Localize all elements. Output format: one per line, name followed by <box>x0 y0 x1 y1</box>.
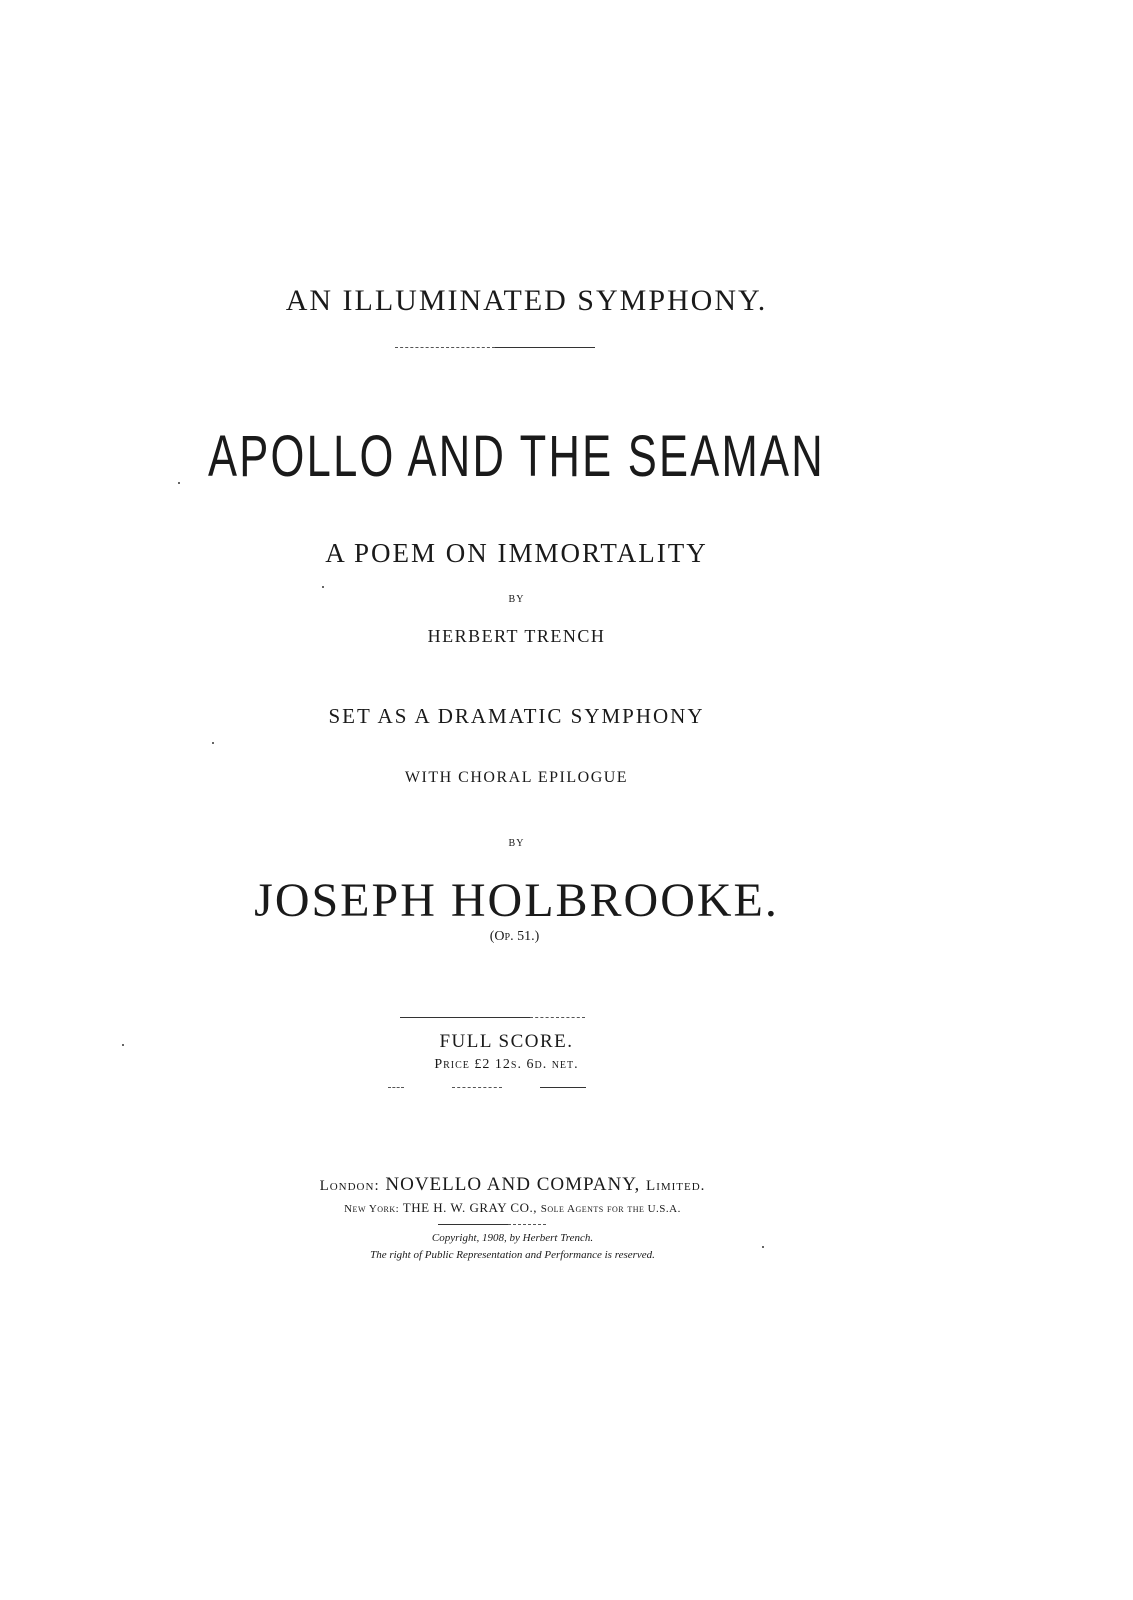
scan-speck <box>322 586 324 588</box>
by-label-composer: BY <box>508 838 525 849</box>
newyork-publisher: THE H. W. GRAY CO., <box>402 1200 537 1215</box>
subtitle: A POEM ON IMMORTALITY <box>325 538 708 568</box>
copyright-line: Copyright, 1908, by Herbert Trench. <box>431 1232 594 1244</box>
scan-speck <box>762 1246 764 1248</box>
price-rule-1 <box>388 1087 404 1088</box>
edition-label: FULL SCORE. <box>439 1031 574 1052</box>
publisher-newyork <box>0 1200 1079 1216</box>
publisher-rule <box>438 1224 508 1225</box>
scan-speck <box>122 1044 124 1046</box>
rights-line: The right of Public Representation and Performance is reserved. <box>370 1249 655 1261</box>
setting-line-1: SET AS A DRAMATIC SYMPHONY <box>328 704 705 728</box>
composer-name: JOSEPH HOLBROOKE. <box>254 874 779 927</box>
poet-name: HERBERT TRENCH <box>427 626 606 646</box>
london-label: London: <box>319 1178 380 1194</box>
score-rule-top <box>400 1017 530 1018</box>
series-title: AN ILLUMINATED SYMPHONY. <box>285 284 768 317</box>
newyork-label: New York: <box>344 1203 400 1215</box>
price-line: Price £2 12s. 6d. net. <box>434 1057 579 1072</box>
series-title-rule-dashed <box>395 347 495 348</box>
newyork-suffix: Sole Agents for the U.S.A. <box>540 1203 681 1215</box>
main-title: APOLLO AND THE SEAMAN <box>208 424 825 489</box>
scan-speck <box>178 482 180 484</box>
price-rule-3 <box>540 1087 586 1088</box>
publisher-rule-dashed <box>508 1224 546 1225</box>
score-rule-top-dashed <box>530 1017 585 1018</box>
london-suffix: Limited. <box>646 1178 706 1194</box>
setting-line-2: WITH CHORAL EPILOGUE <box>404 769 629 786</box>
by-label-poet: BY <box>508 594 525 605</box>
london-publisher: NOVELLO AND COMPANY, <box>385 1174 641 1195</box>
opus-number: (Op. 51.) <box>489 929 540 944</box>
series-title-rule <box>495 347 595 348</box>
price-rule-2 <box>452 1087 502 1088</box>
scan-speck <box>212 742 214 744</box>
publisher-london <box>0 1174 1079 1196</box>
